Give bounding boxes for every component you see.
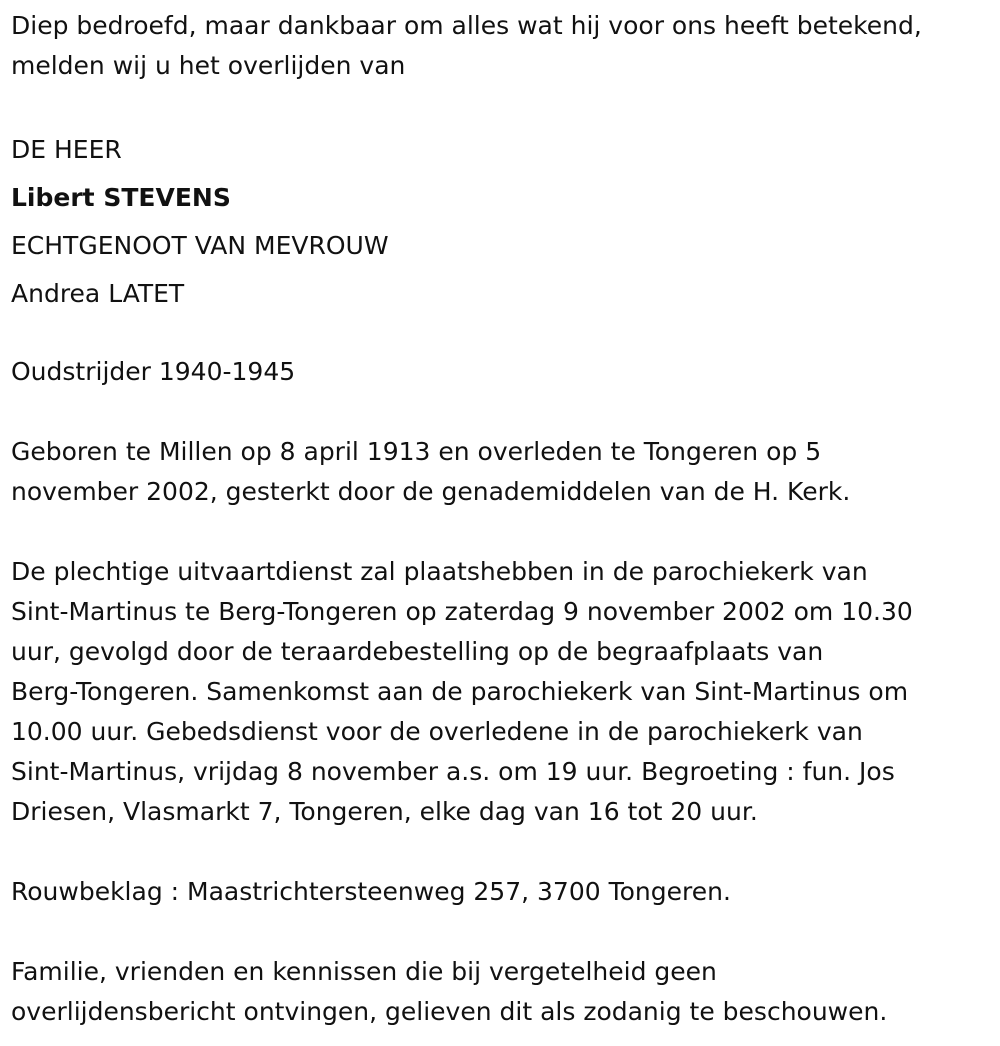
funeral-paragraph xyxy=(11,552,991,832)
spacer xyxy=(11,832,991,872)
closing-line: Familie, vrienden en kennissen die bij vergetelheid geen xyxy=(11,957,717,986)
spouse-prefix: ECHTGENOOT VAN MEVROUW xyxy=(11,231,389,260)
intro-line: melden wij u het overlijden van xyxy=(11,51,406,80)
veteran-note: Oudstrijder 1940-1945 xyxy=(11,357,296,386)
spacer xyxy=(11,318,991,352)
condolence-address: Rouwbeklag : Maastrichtersteenweg 257, 3700 Tongeren. xyxy=(11,877,731,906)
spacer xyxy=(11,912,991,952)
funeral-line: 10.00 uur. Gebedsdienst voor de overledene in de parochiekerk van xyxy=(11,717,863,746)
funeral-line: Sint-Martinus te Berg-Tongeren op zaterdag 9 november 2002 om 10.30 xyxy=(11,597,913,626)
spacer xyxy=(11,512,991,552)
funeral-line: Berg-Tongeren. Samenkomst aan de parochiekerk van Sint-Martinus om xyxy=(11,677,909,706)
funeral-line: De plechtige uitvaartdienst zal plaatshebben in de parochiekerk van xyxy=(11,557,868,586)
birth-death-line: november 2002, gesterkt door de genademiddelen van de H. Kerk. xyxy=(11,477,851,506)
deceased-name: Libert STEVENS xyxy=(11,183,231,212)
spacer xyxy=(11,86,991,126)
intro-paragraph xyxy=(11,6,991,86)
birth-death-line: Geboren te Millen op 8 april 1913 en overleden te Tongeren op 5 xyxy=(11,437,822,466)
closing-paragraph xyxy=(11,952,991,1032)
intro-line: Diep bedroefd, maar dankbaar om alles wat hij voor ons heeft betekend, xyxy=(11,11,922,40)
funeral-line: Sint-Martinus, vrijdag 8 november a.s. om 19 uur. Begroeting : fun. Jos xyxy=(11,757,895,786)
title-prefix: DE HEER xyxy=(11,135,122,164)
funeral-line: Driesen, Vlasmarkt 7, Tongeren, elke dag van 16 tot 20 uur. xyxy=(11,797,758,826)
closing-line: overlijdensbericht ontvingen, gelieven dit als zodanig te beschouwen. xyxy=(11,997,888,1026)
spacer xyxy=(11,392,991,432)
funeral-line: uur, gevolgd door de teraardebestelling op de begraafplaats van xyxy=(11,637,824,666)
obituary-document xyxy=(11,6,991,1032)
birth-death-paragraph xyxy=(11,432,991,512)
spouse-name: Andrea LATET xyxy=(11,279,185,308)
deceased-block xyxy=(11,126,991,318)
